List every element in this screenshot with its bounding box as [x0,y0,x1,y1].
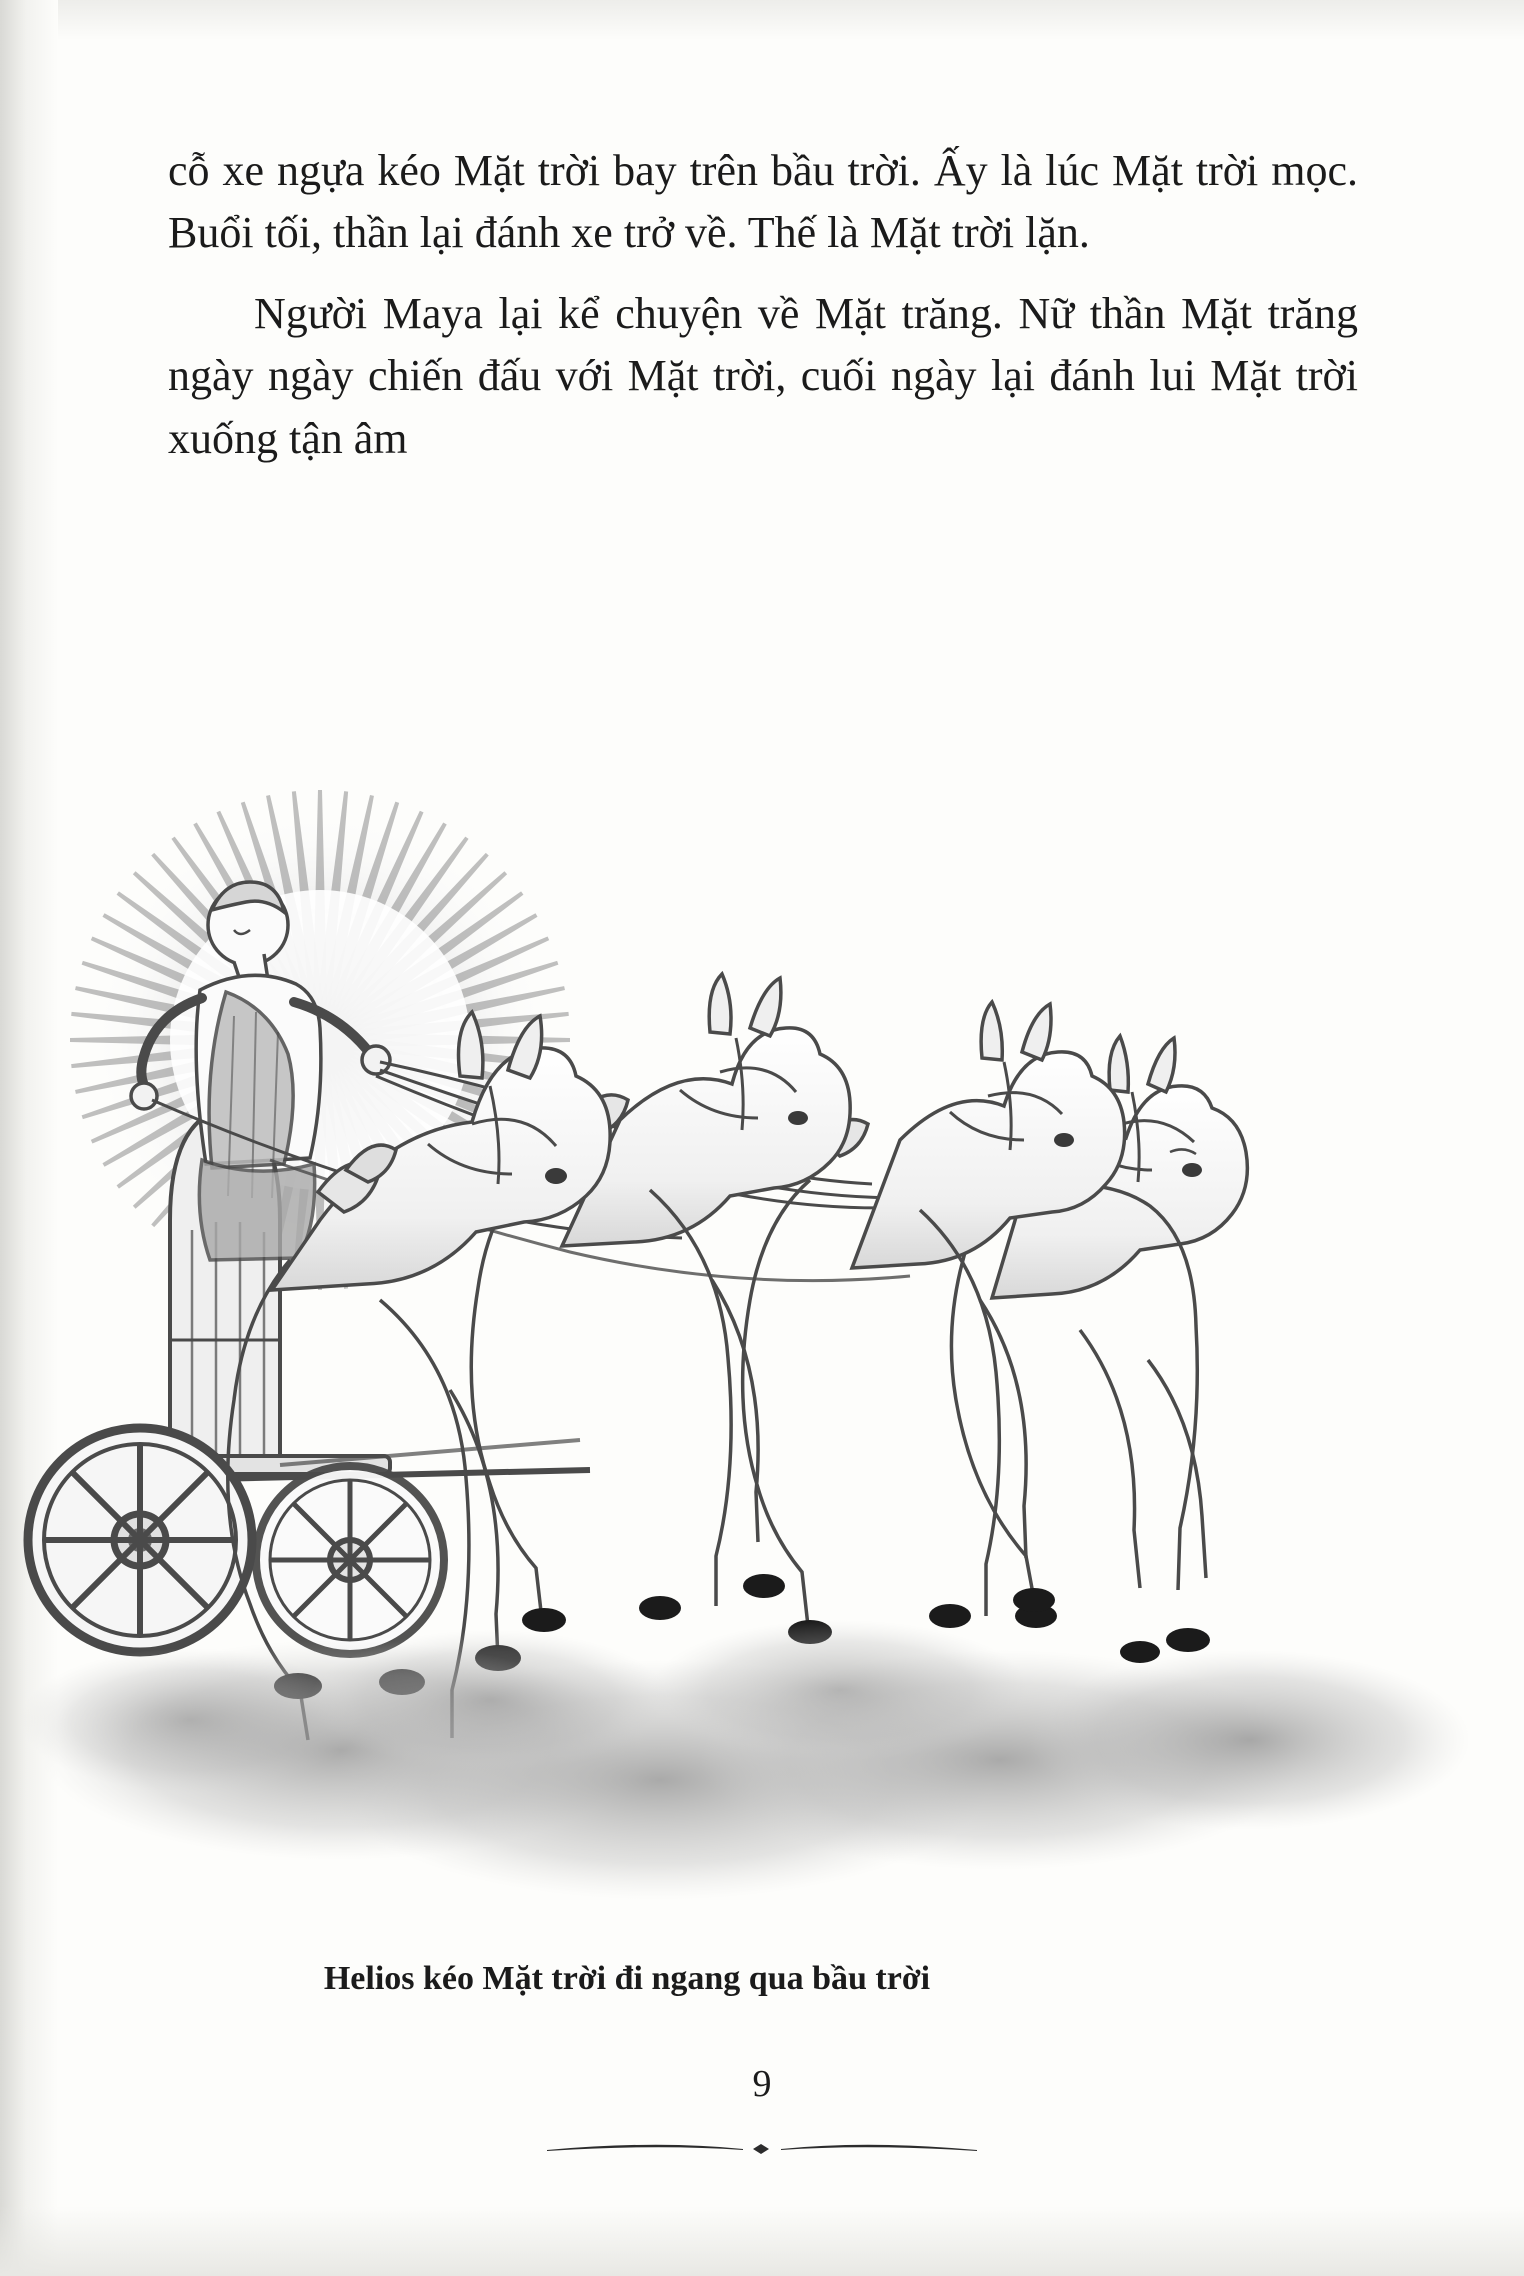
page-edge-shading-top [0,0,1524,40]
figure-caption [0,1960,1524,1998]
page-number: 9 [752,2063,772,2105]
figure-helios-chariot [20,740,1500,1940]
page-body-text [168,140,1358,474]
page-edge-shading-bottom [0,2206,1524,2276]
dust-cloud [20,1620,1470,1900]
figure-caption-text: Helios kéo Mặt trời đi ngang qua bầu trời [323,1960,931,1997]
paragraph-1: cỗ xe ngựa kéo Mặt trời bay trên bầu trời. Ấy là lúc Mặt trời mọc. Buổi tối, thần lại đánh xe trở về. Thế là Mặt trời lặn. [168,146,1358,258]
paragraph-2: Người Maya lại kể chuyện về Mặt trăng. Nữ thần Mặt trăng ngày ngày chiến đấu với Mặt trời, cuối ngày lại đánh lui Mặt trời xuống tận âm [168,288,1358,463]
footer-ornament-icon [547,2138,977,2160]
